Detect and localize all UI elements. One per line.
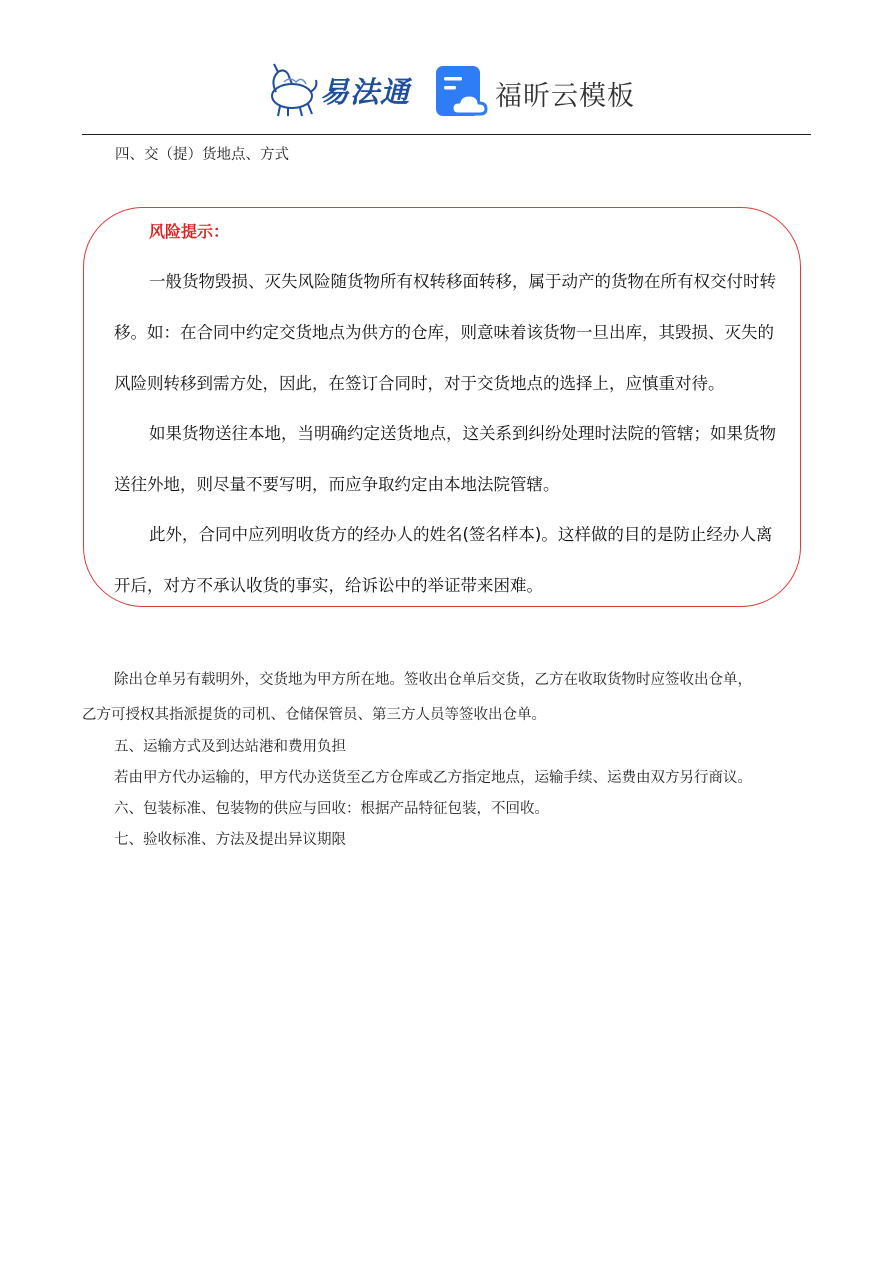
delivery-paragraph-line-1: 除出仓单另有载明外，交货地为甲方所在地。签收出仓单后交货，乙方在收取货物时应签收出仓单， bbox=[114, 672, 752, 688]
yifatong-brand-text: 易法通 bbox=[320, 75, 411, 109]
section-5-heading: 五、运输方式及到达站港和费用负担 bbox=[114, 739, 346, 755]
risk-line-2: 移。如：在合同中约定交货地点为供方的仓库，则意味着该货物一旦出库，其毁损、灭失的 bbox=[114, 323, 774, 342]
section-5-text: 若由甲方代办运输的，甲方代办送货至乙方仓库或乙方指定地点，运输手续、运费由双方另行商议。 bbox=[114, 770, 752, 786]
foxit-brand-text: 福昕云模板 bbox=[495, 81, 635, 112]
risk-line-5: 送往外地，则尽量不要写明，而应争取约定由本地法院管辖。 bbox=[114, 475, 560, 494]
section-7-heading: 七、验收标准、方法及提出异议期限 bbox=[114, 832, 346, 848]
risk-line-1: 一般货物毁损、灭失风险随货物所有权转移面转移，属于动产的货物在所有权交付时转 bbox=[149, 272, 776, 291]
unicorn-icon bbox=[262, 62, 322, 118]
risk-notice-title: 风险提示： bbox=[149, 222, 230, 241]
header-divider bbox=[82, 134, 811, 135]
delivery-paragraph-line-2: 乙方可授权其指派提货的司机、仓储保管员、第三方人员等签收出仓单。 bbox=[82, 707, 546, 723]
risk-line-6: 此外，合同中应列明收货方的经办人的姓名(签名样本)。这样做的目的是防止经办人离 bbox=[149, 525, 773, 544]
risk-line-3: 风险则转移到需方处，因此，在签订合同时，对于交货地点的选择上，应慎重对待。 bbox=[114, 374, 725, 393]
foxit-cloud-icon bbox=[436, 66, 488, 118]
foxit-template-logo bbox=[436, 66, 636, 118]
section-4-heading: 四、交（提）货地点、方式 bbox=[115, 147, 289, 163]
risk-notice-box bbox=[83, 207, 801, 607]
page-header bbox=[0, 0, 893, 136]
section-6-text: 六、包装标准、包装物的供应与回收：根据产品特征包装，不回收。 bbox=[114, 801, 549, 817]
risk-line-4: 如果货物送往本地，当明确约定送货地点，这关系到纠纷处理时法院的管辖；如果货物 bbox=[149, 424, 776, 443]
yifatong-logo bbox=[262, 62, 412, 118]
risk-line-7: 开后，对方不承认收货的事实，给诉讼中的举证带来困难。 bbox=[114, 576, 543, 595]
